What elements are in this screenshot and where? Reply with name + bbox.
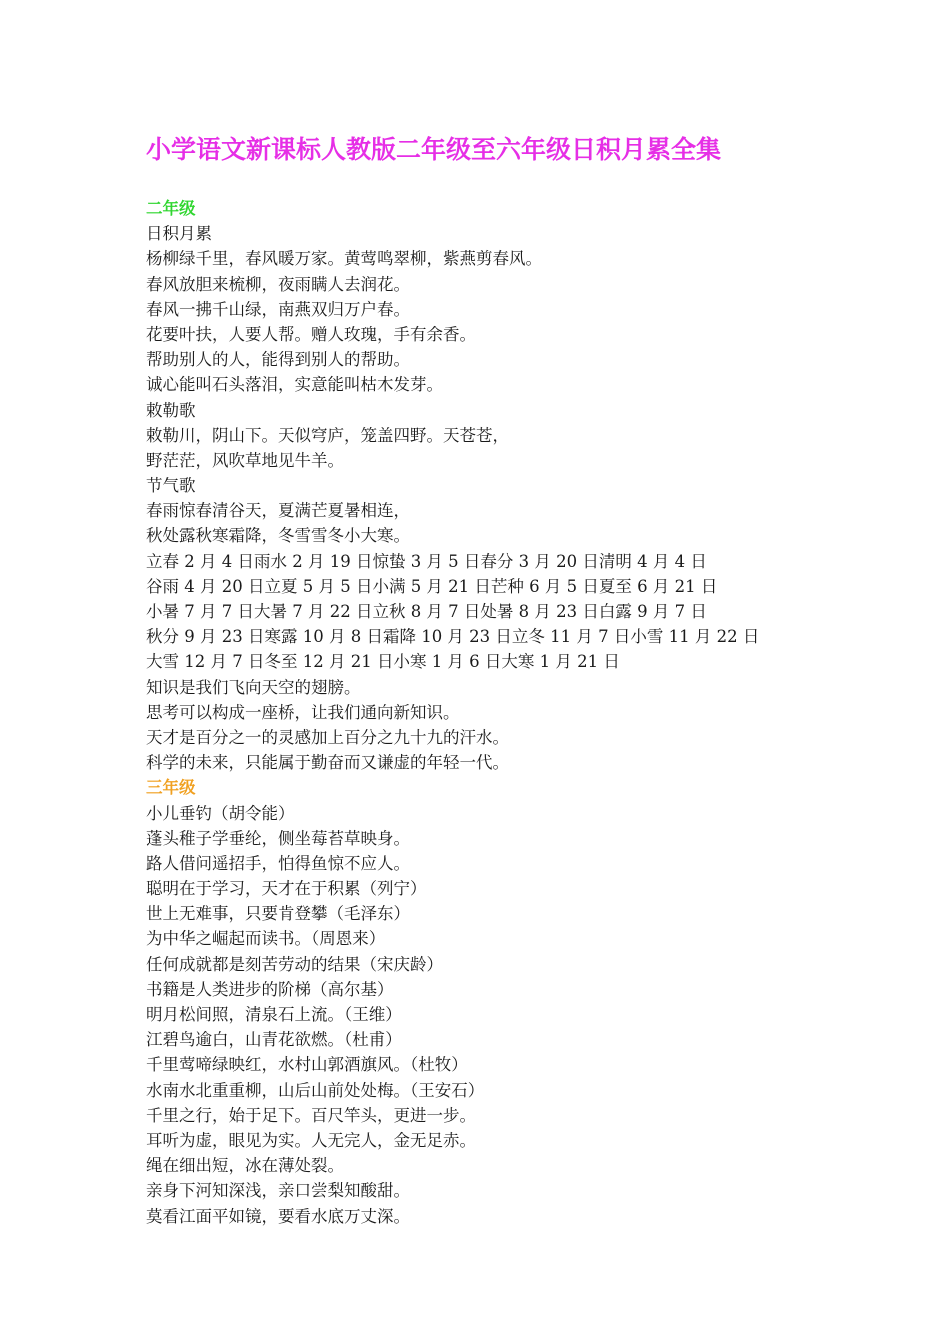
text-line: 任何成就都是刻苦劳动的结果（宋庆龄）	[146, 954, 443, 974]
text-line: 莫看江面平如镜，要看水底万丈深。	[146, 1206, 410, 1226]
text-line: 日积月累	[146, 224, 212, 244]
text-line: 小暑 7 月 7 日大暑 7 月 22 日立秋 8 月 7 日处暑 8 月 23 日白露 9 月 7 日	[146, 602, 707, 621]
text-line: 节气歌	[146, 476, 196, 496]
text-line: 千里之行，始于足下。百尺竿头，更进一步。	[146, 1105, 476, 1125]
text-line: 杨柳绿千里，春风暖万家。黄莺鸣翠柳，紫燕剪春风。	[146, 249, 542, 269]
section-heading-grade-3: 三年级	[146, 778, 196, 798]
text-line: 秋分 9 月 23 日寒露 10 月 8 日霜降 10 月 23 日立冬 11 月 7 日小雪 11 月 22 日	[146, 627, 760, 647]
text-line: 为中华之崛起而读书。（周恩来）	[146, 929, 386, 949]
text-line: 立春 2 月 4 日雨水 2 月 19 日惊蛰 3 月 5 日春分 3 月 20 日清明 4 月 4 日	[146, 551, 707, 571]
text-line: 江碧鸟逾白，山青花欲燃。（杜甫）	[146, 1030, 402, 1050]
text-line: 知识是我们飞向天空的翅膀。	[146, 677, 361, 697]
text-line: 天才是百分之一的灵感加上百分之九十九的汗水。	[146, 727, 509, 747]
text-line: 春雨惊春清谷天，夏满芒夏暑相连，	[146, 501, 410, 521]
text-line: 耳听为虚，眼见为实。人无完人，金无足赤。	[146, 1130, 476, 1150]
text-line: 小儿垂钓（胡令能）	[146, 803, 295, 823]
text-line: 思考可以构成一座桥，让我们通向新知识。	[146, 702, 460, 722]
text-line: 路人借问遥招手，怕得鱼惊不应人。	[146, 853, 410, 873]
text-line: 世上无难事，只要肯登攀（毛泽东）	[146, 904, 410, 924]
text-line: 聪明在于学习，天才在于积累（列宁）	[146, 879, 427, 899]
text-line: 花要叶扶，人要人帮。赠人玫瑰，手有余香。	[146, 324, 476, 344]
text-line: 敕勒川，阴山下。天似穹庐，笼盖四野。天苍苍，	[146, 425, 509, 445]
text-line: 科学的未来，只能属于勤奋而又谦虚的年轻一代。	[146, 753, 509, 773]
text-line: 野茫茫，风吹草地见牛羊。	[146, 450, 344, 470]
text-line: 蓬头稚子学垂纶，侧坐莓苔草映身。	[146, 828, 410, 848]
text-line: 帮助别人的人，能得到别人的帮助。	[146, 350, 410, 370]
text-line: 绳在细出短，冰在薄处裂。	[146, 1156, 344, 1176]
text-line: 春风一拂千山绿，南燕双归万户春。	[146, 299, 410, 319]
text-line: 谷雨 4 月 20 日立夏 5 月 5 日小满 5 月 21 日芒种 6 月 5 日夏至 6 月 21 日	[146, 576, 718, 596]
text-line: 春风放胆来梳柳，夜雨瞒人去润花。	[146, 274, 410, 294]
text-line: 明月松间照，清泉石上流。（王维）	[146, 1005, 402, 1024]
text-line: 敕勒歌	[146, 400, 196, 420]
text-line: 诚心能叫石头落泪，实意能叫枯木发芽。	[146, 375, 443, 395]
text-line: 亲身下河知深浅，亲口尝梨知酸甜。	[146, 1181, 410, 1201]
text-line: 水南水北重重柳，山后山前处处梅。（王安石）	[146, 1080, 485, 1100]
section-heading-grade-2: 二年级	[146, 199, 196, 218]
document-title: 小学语文新课标人教版二年级至六年级日积月累全集	[146, 135, 722, 164]
text-line: 大雪 12 月 7 日冬至 12 月 21 日小寒 1 月 6 日大寒 1 月 21 日	[146, 652, 620, 672]
document-body	[146, 196, 846, 1229]
text-line: 千里莺啼绿映红，水村山郭酒旗风。（杜牧）	[146, 1055, 468, 1075]
text-line: 书籍是人类进步的阶梯（高尔基）	[146, 979, 394, 999]
text-line: 秋处露秋寒霜降，冬雪雪冬小大寒。	[146, 526, 410, 546]
